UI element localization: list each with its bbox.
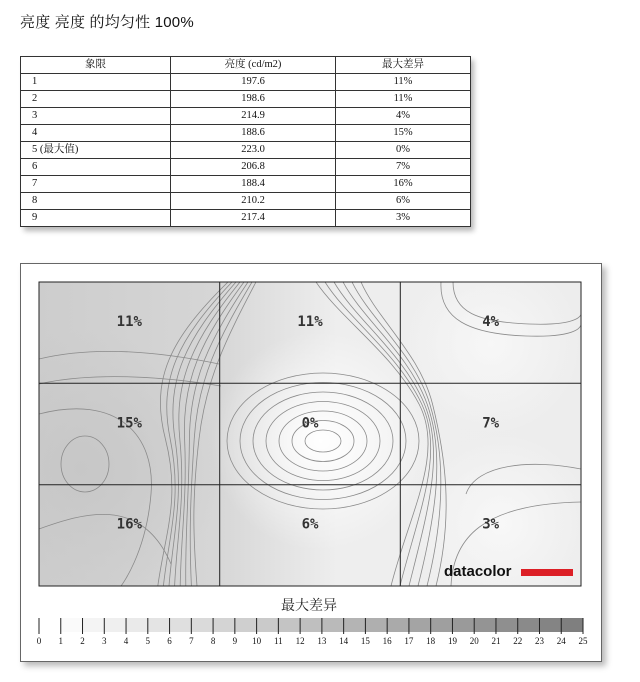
table-row: [21, 210, 471, 227]
cell-luminance: 217.4: [171, 210, 336, 227]
quadrant-label: 0%: [301, 415, 319, 432]
legend-swatch: [365, 618, 387, 632]
table-row: [21, 142, 471, 159]
legend-tick-label: 11: [274, 636, 283, 646]
quadrant-label: 3%: [482, 516, 500, 533]
legend-tick-label: 18: [426, 636, 436, 646]
legend-swatch: [191, 618, 213, 632]
cell-max-diff: 3%: [336, 210, 471, 227]
legend-tick-label: 4: [123, 636, 129, 646]
legend-swatch: [431, 618, 453, 632]
legend-tick-label: 14: [339, 636, 349, 646]
legend-swatch: [300, 618, 322, 632]
legend-swatch: [452, 618, 474, 632]
legend-swatch: [257, 618, 279, 632]
cell-max-diff: 7%: [336, 159, 471, 176]
quadrant-label: 7%: [482, 415, 500, 432]
page-title: 亮度 亮度 的均匀性 100%: [20, 14, 194, 31]
quadrant-label: 15%: [116, 415, 142, 432]
legend-tick-label: 0: [36, 636, 42, 646]
cell-quadrant: 6: [21, 159, 171, 176]
legend-title: 最大差异: [281, 597, 337, 613]
heatmap-plot: [39, 282, 581, 586]
legend-swatch: [61, 618, 83, 632]
quadrant-label: 4%: [482, 314, 500, 330]
header-luminance: 亮度 (cd/m2): [171, 57, 336, 74]
legend-swatch: [387, 618, 409, 632]
legend-swatch: [344, 618, 366, 632]
cell-luminance: 214.9: [171, 108, 336, 125]
cell-luminance: 223.0: [171, 142, 336, 159]
table-row: [21, 125, 471, 142]
legend-tick-label: 13: [317, 636, 327, 646]
cell-luminance: 206.8: [171, 159, 336, 176]
uniformity-table: [20, 56, 471, 227]
legend-tick-label: 3: [102, 636, 107, 646]
logo-bar: [521, 569, 573, 576]
cell-quadrant: 7: [21, 176, 171, 193]
cell-luminance: 198.6: [171, 91, 336, 108]
cell-max-diff: 16%: [336, 176, 471, 193]
legend-swatch: [322, 618, 344, 632]
cell-luminance: 188.6: [171, 125, 336, 142]
cell-quadrant: 1: [21, 74, 171, 91]
legend-swatch: [496, 618, 518, 632]
cell-max-diff: 0%: [336, 142, 471, 159]
legend-swatch: [235, 618, 257, 632]
legend-tick-label: 16: [382, 636, 392, 646]
header-quadrant: 象限: [21, 57, 171, 74]
legend-tick-label: 22: [513, 636, 523, 646]
cell-quadrant: 4: [21, 125, 171, 142]
legend-swatch: [104, 618, 126, 632]
legend-tick-label: 1: [58, 636, 64, 646]
uniformity-table-container: [20, 56, 470, 227]
legend-tick-label: 17: [404, 636, 414, 646]
cell-max-diff: 4%: [336, 108, 471, 125]
cell-quadrant: 5 (最大值): [21, 142, 171, 159]
legend-tick-label: 9: [232, 636, 238, 646]
table-row: [21, 74, 471, 91]
table-row: [21, 159, 471, 176]
cell-quadrant: 9: [21, 210, 171, 227]
legend-tick-label: 25: [578, 636, 588, 646]
table-row: [21, 193, 471, 210]
logo-text: datacolor: [444, 563, 512, 580]
legend-swatch: [170, 618, 192, 632]
quadrant-label: 6%: [301, 516, 319, 533]
uniformity-heatmap: [21, 264, 601, 661]
cell-quadrant: 2: [21, 91, 171, 108]
legend-swatch: [409, 618, 431, 632]
legend-swatch: [148, 618, 170, 632]
legend-swatch: [278, 618, 300, 632]
cell-max-diff: 15%: [336, 125, 471, 142]
legend-tick-label: 24: [556, 636, 566, 646]
cell-quadrant: 8: [21, 193, 171, 210]
cell-max-diff: 11%: [336, 74, 471, 91]
legend-tick-label: 15: [360, 636, 370, 646]
table-header-row: [21, 57, 471, 74]
cell-luminance: 210.2: [171, 193, 336, 210]
table-row: [21, 108, 471, 125]
quadrant-label: 16%: [116, 516, 142, 533]
legend-swatch: [39, 618, 61, 632]
legend-swatch: [126, 618, 148, 632]
legend-tick-label: 7: [189, 636, 194, 646]
legend-tick-label: 21: [491, 636, 501, 646]
cell-max-diff: 6%: [336, 193, 471, 210]
legend-scale: [37, 618, 588, 646]
legend: [37, 597, 588, 646]
quadrant-label: 11%: [297, 314, 323, 330]
legend-tick-label: 19: [447, 636, 457, 646]
legend-tick-label: 10: [252, 636, 262, 646]
cell-max-diff: 11%: [336, 91, 471, 108]
table-row: [21, 176, 471, 193]
legend-swatch: [518, 618, 540, 632]
cell-luminance: 188.4: [171, 176, 336, 193]
cell-quadrant: 3: [21, 108, 171, 125]
uniformity-heatmap-figure: [20, 263, 602, 662]
legend-tick-label: 2: [80, 636, 85, 646]
legend-tick-label: 20: [469, 636, 479, 646]
quadrant-label: 11%: [116, 314, 142, 330]
legend-tick-label: 8: [210, 636, 216, 646]
legend-swatch: [561, 618, 583, 632]
legend-swatch: [83, 618, 105, 632]
legend-tick-label: 23: [534, 636, 544, 646]
table-row: [21, 91, 471, 108]
cell-luminance: 197.6: [171, 74, 336, 91]
legend-tick-label: 6: [167, 636, 172, 646]
legend-swatch: [213, 618, 235, 632]
legend-tick-label: 12: [295, 636, 305, 646]
header-max-diff: 最大差异: [336, 57, 471, 74]
legend-swatch: [474, 618, 496, 632]
legend-swatch: [539, 618, 561, 632]
legend-tick-label: 5: [145, 636, 151, 646]
